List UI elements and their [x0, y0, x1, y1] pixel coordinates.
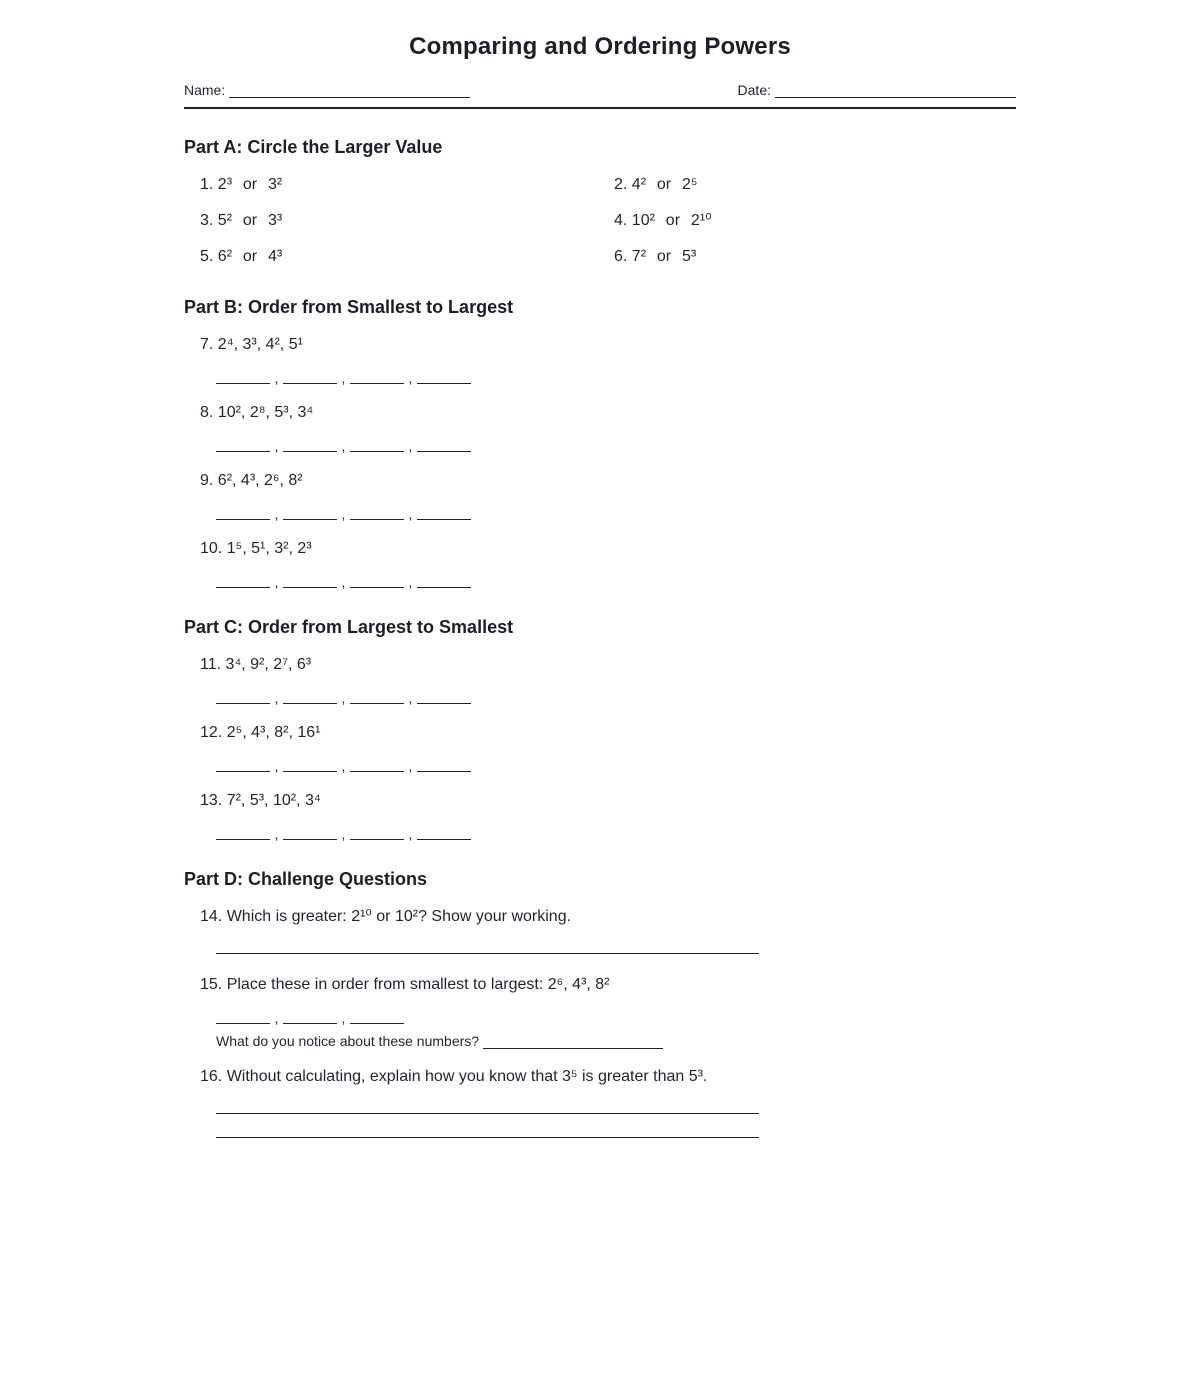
- answer-blank[interactable]: [417, 573, 471, 588]
- answer-blank[interactable]: [283, 573, 337, 588]
- question-8: [200, 403, 313, 423]
- or-word: or: [242, 248, 258, 265]
- option-right[interactable]: 3²: [268, 176, 283, 193]
- answer-blank[interactable]: [417, 369, 471, 384]
- comma: ,: [341, 826, 346, 842]
- or-word: or: [656, 248, 672, 265]
- question-number: 13.: [200, 792, 223, 809]
- part-b-heading: Part B: Order from Smallest to Largest: [184, 297, 514, 317]
- comma: ,: [274, 758, 279, 774]
- header-info-row: [184, 80, 1016, 100]
- comma: ,: [408, 690, 413, 706]
- option-right[interactable]: 5³: [682, 248, 697, 265]
- option-left[interactable]: 7²: [631, 248, 647, 265]
- answer-blank[interactable]: [350, 1009, 404, 1024]
- name-label: Name:: [184, 82, 226, 98]
- question-text: 10², 2⁸, 5³, 3⁴: [217, 404, 314, 421]
- comma: ,: [274, 506, 279, 522]
- option-left[interactable]: 4²: [631, 176, 647, 193]
- question-text: 3⁴, 9², 2⁷, 6³: [225, 656, 312, 673]
- question-text: 2⁴, 3³, 4², 5¹: [217, 336, 303, 353]
- option-right[interactable]: 2⁵: [682, 176, 698, 193]
- question-5: [200, 247, 282, 267]
- comma: ,: [274, 574, 279, 590]
- date-line[interactable]: [775, 83, 1016, 98]
- question-14: [200, 907, 571, 927]
- answer-blanks-7: [216, 366, 471, 386]
- answer-blank[interactable]: [216, 757, 270, 772]
- or-word: or: [665, 212, 681, 229]
- answer-blank[interactable]: [417, 505, 471, 520]
- question-number: 14.: [200, 908, 223, 925]
- option-left[interactable]: 2³: [217, 176, 233, 193]
- question-16: [200, 1067, 707, 1087]
- answer-line-16a[interactable]: [216, 1113, 759, 1114]
- answer-blank[interactable]: [216, 437, 270, 452]
- option-right[interactable]: 3³: [268, 212, 283, 229]
- answer-blank[interactable]: [216, 505, 270, 520]
- answer-blank[interactable]: [283, 825, 337, 840]
- answer-blank[interactable]: [417, 757, 471, 772]
- option-left[interactable]: 6²: [217, 248, 233, 265]
- answer-blank[interactable]: [350, 689, 404, 704]
- question-text: Without calculating, explain how you know that 3⁵ is greater than 5³.: [226, 1068, 708, 1085]
- answer-blanks-10: [216, 570, 471, 590]
- question-1: [200, 175, 282, 195]
- question-number: 5.: [200, 248, 214, 265]
- question-15: [200, 975, 609, 995]
- answer-blank[interactable]: [350, 369, 404, 384]
- comma: ,: [341, 1010, 346, 1026]
- question-number: 15.: [200, 976, 223, 993]
- question-number: 3.: [200, 212, 214, 229]
- comma: ,: [408, 370, 413, 386]
- question-text: 6², 4³, 2⁶, 8²: [217, 472, 303, 489]
- question-number: 7.: [200, 336, 214, 353]
- answer-blanks-12: [216, 754, 471, 774]
- question-number: 4.: [614, 212, 628, 229]
- part-d-heading: Part D: Challenge Questions: [184, 869, 428, 889]
- question-number: 2.: [614, 176, 628, 193]
- part-a-heading: Part A: Circle the Larger Value: [184, 137, 443, 157]
- question-6: [614, 247, 696, 267]
- answer-blank[interactable]: [350, 573, 404, 588]
- answer-blanks-15: [216, 1006, 404, 1026]
- comma: ,: [274, 826, 279, 842]
- answer-blanks-8: [216, 434, 471, 454]
- answer-line-16b[interactable]: [216, 1137, 759, 1138]
- answer-blank[interactable]: [350, 757, 404, 772]
- answer-blank[interactable]: [350, 825, 404, 840]
- question-2: [614, 175, 698, 195]
- date-field[interactable]: [738, 80, 1016, 98]
- question-number: 6.: [614, 248, 628, 265]
- answer-blanks-9: [216, 502, 471, 522]
- question-15-note: [216, 1032, 663, 1049]
- comma: ,: [274, 1010, 279, 1026]
- question-4: [614, 211, 712, 231]
- question-number: 11.: [200, 656, 222, 673]
- question-3: [200, 211, 282, 231]
- answer-blank[interactable]: [283, 689, 337, 704]
- comma: ,: [274, 690, 279, 706]
- option-left[interactable]: 10²: [631, 212, 655, 229]
- answer-blank[interactable]: [350, 437, 404, 452]
- question-number: 1.: [200, 176, 214, 193]
- answer-blank[interactable]: [283, 505, 337, 520]
- question-10: [200, 539, 312, 559]
- question-13: [200, 791, 321, 811]
- question-number: 12.: [200, 724, 223, 741]
- question-text: Which is greater: 2¹⁰ or 10²? Show your working.: [226, 908, 572, 925]
- answer-line-14[interactable]: [216, 953, 759, 954]
- comma: ,: [341, 370, 346, 386]
- question-number: 10.: [200, 540, 223, 557]
- answer-blank[interactable]: [216, 1009, 270, 1024]
- comma: ,: [408, 758, 413, 774]
- answer-blank[interactable]: [350, 505, 404, 520]
- question-text: Place these in order from smallest to largest: 2⁶, 4³, 8²: [226, 976, 610, 993]
- comma: ,: [274, 370, 279, 386]
- answer-blank[interactable]: [417, 437, 471, 452]
- comma: ,: [341, 438, 346, 454]
- comma: ,: [408, 826, 413, 842]
- comma: ,: [341, 690, 346, 706]
- or-word: or: [242, 212, 258, 229]
- answer-blank[interactable]: [417, 825, 471, 840]
- question-number: 16.: [200, 1068, 223, 1085]
- name-field[interactable]: [184, 80, 470, 98]
- question-12: [200, 723, 320, 743]
- header-divider: [184, 107, 1016, 109]
- answer-blank[interactable]: [216, 689, 270, 704]
- question-11: [200, 655, 311, 675]
- note-text: What do you notice about these numbers?: [216, 1033, 480, 1049]
- comma: ,: [408, 574, 413, 590]
- option-right[interactable]: 4³: [268, 248, 283, 265]
- or-word: or: [656, 176, 672, 193]
- answer-blanks-11: [216, 686, 471, 706]
- answer-blank[interactable]: [283, 437, 337, 452]
- option-left[interactable]: 5²: [217, 212, 233, 229]
- comma: ,: [341, 758, 346, 774]
- answer-blanks-13: [216, 822, 471, 842]
- or-word: or: [242, 176, 258, 193]
- question-number: 8.: [200, 404, 214, 421]
- answer-blank[interactable]: [216, 825, 270, 840]
- comma: ,: [274, 438, 279, 454]
- question-text: 1⁵, 5¹, 3², 2³: [226, 540, 312, 557]
- answer-blank[interactable]: [283, 757, 337, 772]
- part-c-heading: Part C: Order from Largest to Smallest: [184, 617, 514, 637]
- comma: ,: [341, 506, 346, 522]
- answer-blank[interactable]: [283, 369, 337, 384]
- question-9: [200, 471, 303, 491]
- question-text: 2⁵, 4³, 8², 16¹: [226, 724, 321, 741]
- answer-blank[interactable]: [216, 573, 270, 588]
- answer-blank[interactable]: [283, 1009, 337, 1024]
- question-text: 7², 5³, 10², 3⁴: [226, 792, 321, 809]
- comma: ,: [408, 438, 413, 454]
- question-7: [200, 335, 303, 355]
- question-number: 9.: [200, 472, 214, 489]
- worksheet-title: Comparing and Ordering Powers: [409, 33, 791, 60]
- answer-blank[interactable]: [417, 689, 471, 704]
- name-line[interactable]: [229, 83, 470, 98]
- note-answer-line[interactable]: [483, 1035, 663, 1049]
- answer-blank[interactable]: [216, 369, 270, 384]
- option-right[interactable]: 2¹⁰: [690, 212, 712, 229]
- comma: ,: [341, 574, 346, 590]
- comma: ,: [408, 506, 413, 522]
- date-label: Date:: [737, 82, 771, 98]
